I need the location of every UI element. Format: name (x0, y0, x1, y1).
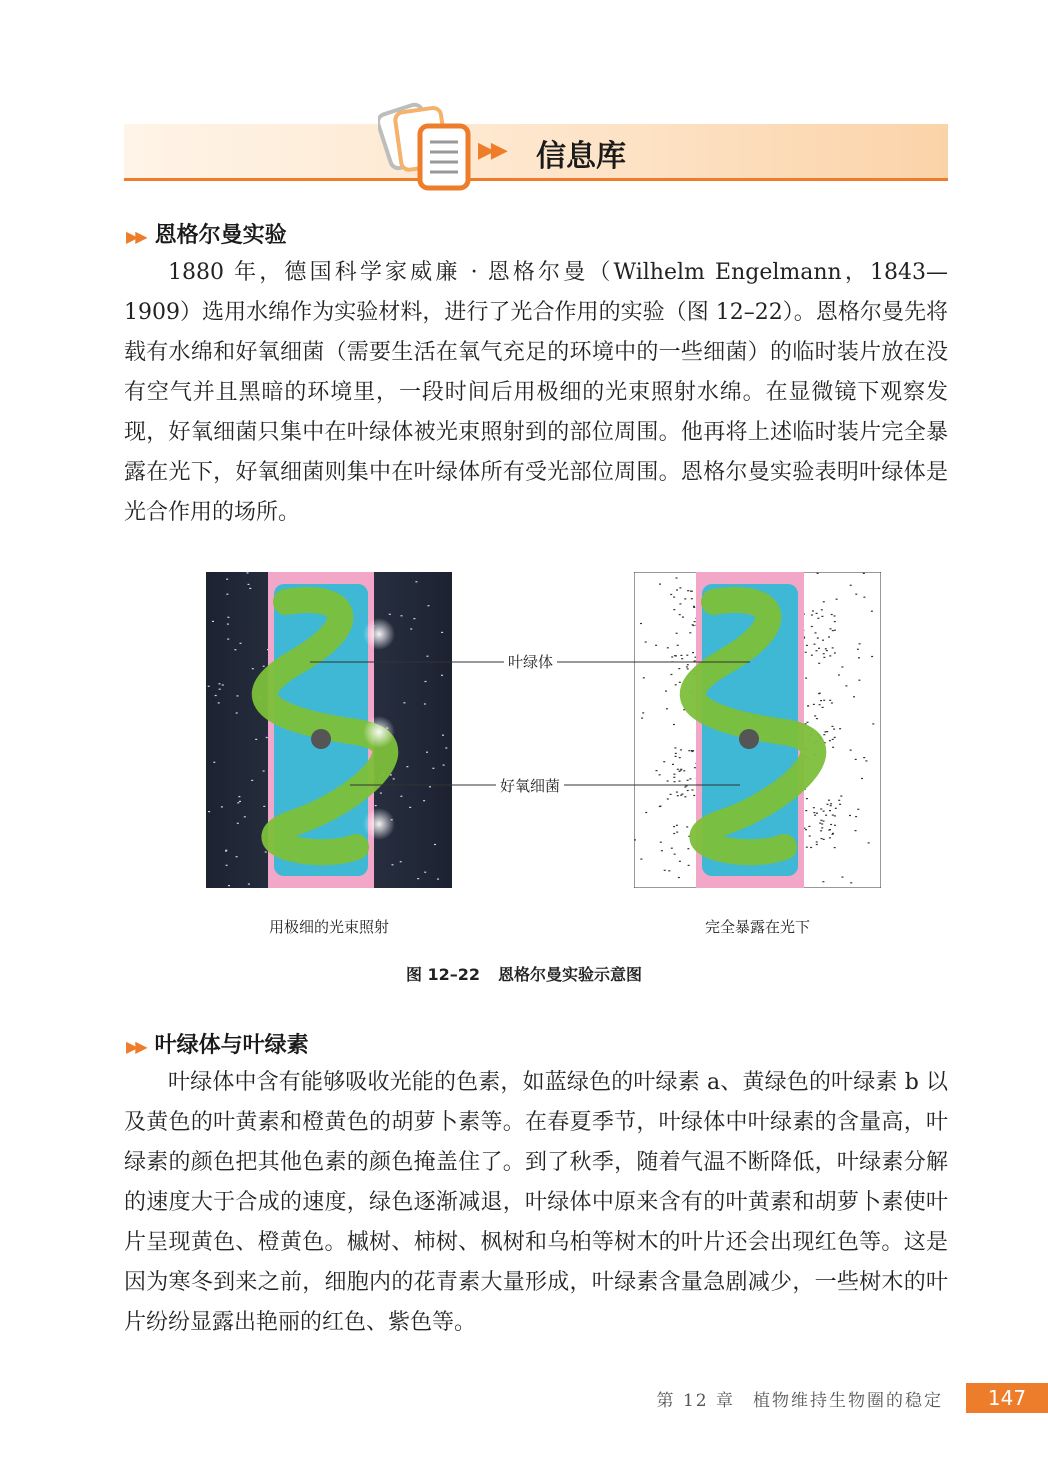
section-heading-engelmann (126, 218, 287, 249)
heading-arrows-icon: ▶▶ (126, 227, 145, 246)
section-heading-text: 恩格尔曼实验 (154, 223, 287, 248)
section-heading-chlorophyll (126, 1028, 309, 1059)
caption-left: 用极细的光束照射 (268, 918, 389, 936)
section-heading-text: 叶绿体与叶绿素 (154, 1033, 309, 1058)
footer-chapter-title: 植物维持生物圈的稳定 (753, 1391, 943, 1411)
paragraph-chlorophyll: 叶绿体中含有能够吸收光能的色素，如蓝绿色的叶绿素 a、黄绿色的叶绿素 b 以及黄色的叶黄素和橙黄色的胡萝卜素等。在春夏季节，叶绿体中叶绿素的含量高，叶绿素的颜色把其他色素的颜色掩盖住了。到了秋季，随着气温不断降低，叶绿素分解的速度大于合成的速度，绿色逐渐减退，叶绿体中原来含有的叶黄素和胡萝卜素使叶片呈现黄色、橙黄色。槭树、柿树、枫树和乌桕等树木的叶片还会出现红色等。这是因为寒冬到来之前，细胞内的花青素大量形成，叶绿素含量急剧减少，一些树木的叶片纷纷显露出艳丽的红色、紫色等。 (124, 1070, 948, 1335)
running-footer (657, 1386, 943, 1411)
label-aerobic-bacteria: 好氧细菌 (496, 775, 564, 796)
page-number: 147 (966, 1383, 1048, 1413)
figure-caption (0, 962, 1048, 985)
label-chloroplast: 叶绿体 (504, 651, 557, 672)
caption-right: 完全暴露在光下 (704, 918, 810, 936)
play-arrows-icon: ▶▶ (478, 138, 504, 163)
paragraph-engelmann: 1880 年，德国科学家威廉 · 恩格尔曼（Wilhelm Engelmann，1843—1909）选用水绵作为实验材料，进行了光合作用的实验（图 12–22）。恩格尔曼先将载有水绵和好氧细菌（需要生活在氧气充足的环境中的一些细菌）的临时装片放在没有空气并且黑暗的环境里，一段时间后用极细的光束照射水绵。在显微镜下观察发现，好氧细菌只集中在叶绿体被光束照射到的部位周围。他再将上述临时装片完全暴露在光下，好氧细菌则集中在叶绿体所有受光部位周围。恩格尔曼实验表明叶绿体是光合作用的场所。 (124, 260, 948, 525)
banner-title: 信息库 (536, 139, 626, 174)
heading-arrows-icon: ▶▶ (126, 1037, 145, 1056)
figure-number: 图 12–22 (405, 965, 481, 984)
document-stack-icon (378, 98, 478, 194)
footer-chapter: 第 12 章 (656, 1391, 735, 1411)
figure-title: 恩格尔曼实验示意图 (498, 965, 643, 984)
